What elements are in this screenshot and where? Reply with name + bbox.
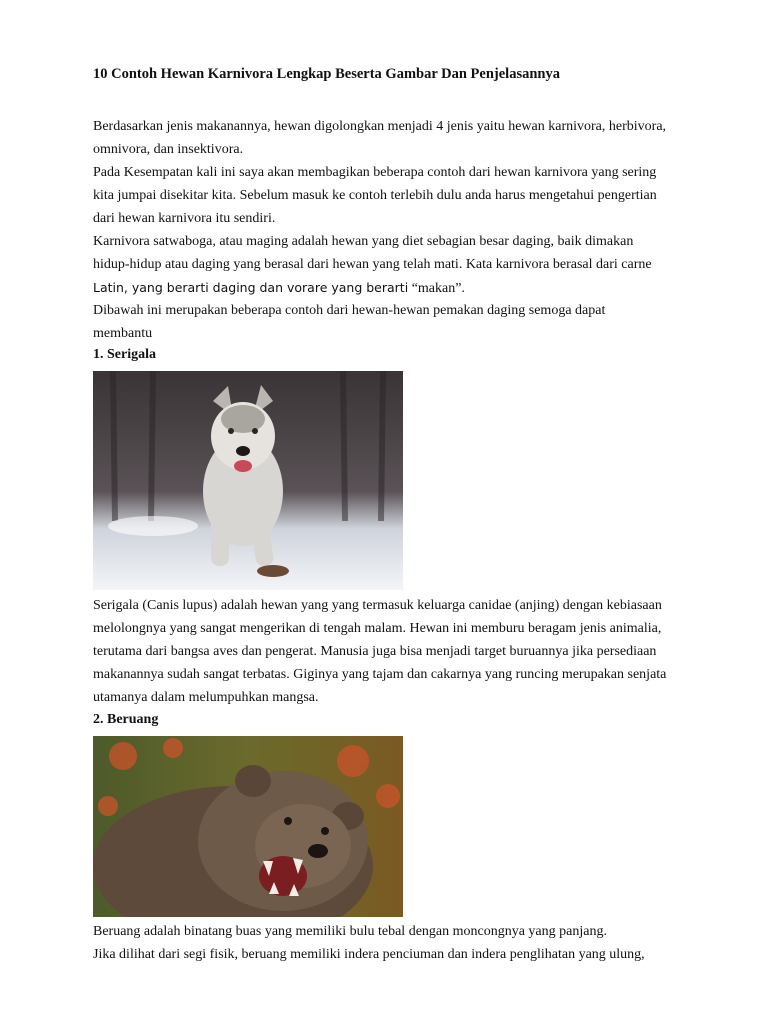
intro-line: Pada Kesempatan kali ini saya akan membagikan beberapa contoh dari hewan karnivora yang sering: [93, 165, 657, 180]
intro-line: membantu: [93, 326, 153, 341]
document-title: 10 Contoh Hewan Karnivora Lengkap Beserta Gambar Dan Penjelasannya: [93, 66, 560, 82]
section-heading-serigala: 1. Serigala: [93, 347, 156, 362]
bear-text-line: Jika dilihat dari segi fisik, beruang memiliki indera penciuman dan indera penglihatan yang ulung,: [93, 947, 645, 962]
intro-line: Dibawah ini merupakan beberapa contoh dari hewan-hewan pemakan daging semoga dapat: [93, 303, 606, 318]
section-heading-beruang: 2. Beruang: [93, 712, 159, 727]
intro-line: dari hewan karnivora itu sendiri.: [93, 211, 276, 226]
wolf-image: [93, 371, 403, 590]
wolf-text-line: melolongnya yang sangat mengerikan di tengah malam. Hewan ini memburu beragam jenis animalia,: [93, 621, 662, 636]
intro-line: Karnivora satwaboga, atau maging adalah hewan yang diet sebagian besar daging, baik dimakan: [93, 234, 634, 249]
bear-illustration: [93, 736, 403, 917]
wolf-text-line: Serigala (Canis lupus) adalah hewan yang yang termasuk keluarga canidae (anjing) dengan kebiasaan: [93, 598, 662, 613]
intro-line: hidup-hidup atau daging yang berasal dari hewan yang telah mati. Kata karnivora berasal dari carne: [93, 257, 652, 272]
latin-line-quote: “makan”.: [408, 281, 465, 296]
bear-image: [93, 736, 403, 917]
wolf-text-line: makanannya sudah sangat terbatas. Giginya yang tajam dan cakarnya yang runcing merupakan senjata: [93, 667, 667, 682]
bear-text-line: Beruang adalah binatang buas yang memiliki bulu tebal dengan moncongnya yang panjang.: [93, 924, 607, 939]
wolf-text-line: terutama dari bangsa aves dan pengerat. Manusia juga bisa menjadi target buruannya jika persediaan: [93, 644, 657, 659]
intro-line: omnivora, dan insektivora.: [93, 142, 244, 157]
latin-line-sans: Latin, yang berarti daging dan vorare yang berarti: [93, 280, 409, 295]
wolf-text-line: utamanya dalam melumpuhkan mangsa.: [93, 690, 319, 705]
intro-line: Berdasarkan jenis makanannya, hewan digolongkan menjadi 4 jenis yaitu hewan karnivora, herbivora,: [93, 119, 667, 134]
latin-line: [93, 276, 465, 300]
wolf-illustration: [93, 371, 403, 590]
intro-line: kita jumpai disekitar kita. Sebelum masuk ke contoh terlebih dulu anda harus mengetahui pengertian: [93, 188, 657, 203]
